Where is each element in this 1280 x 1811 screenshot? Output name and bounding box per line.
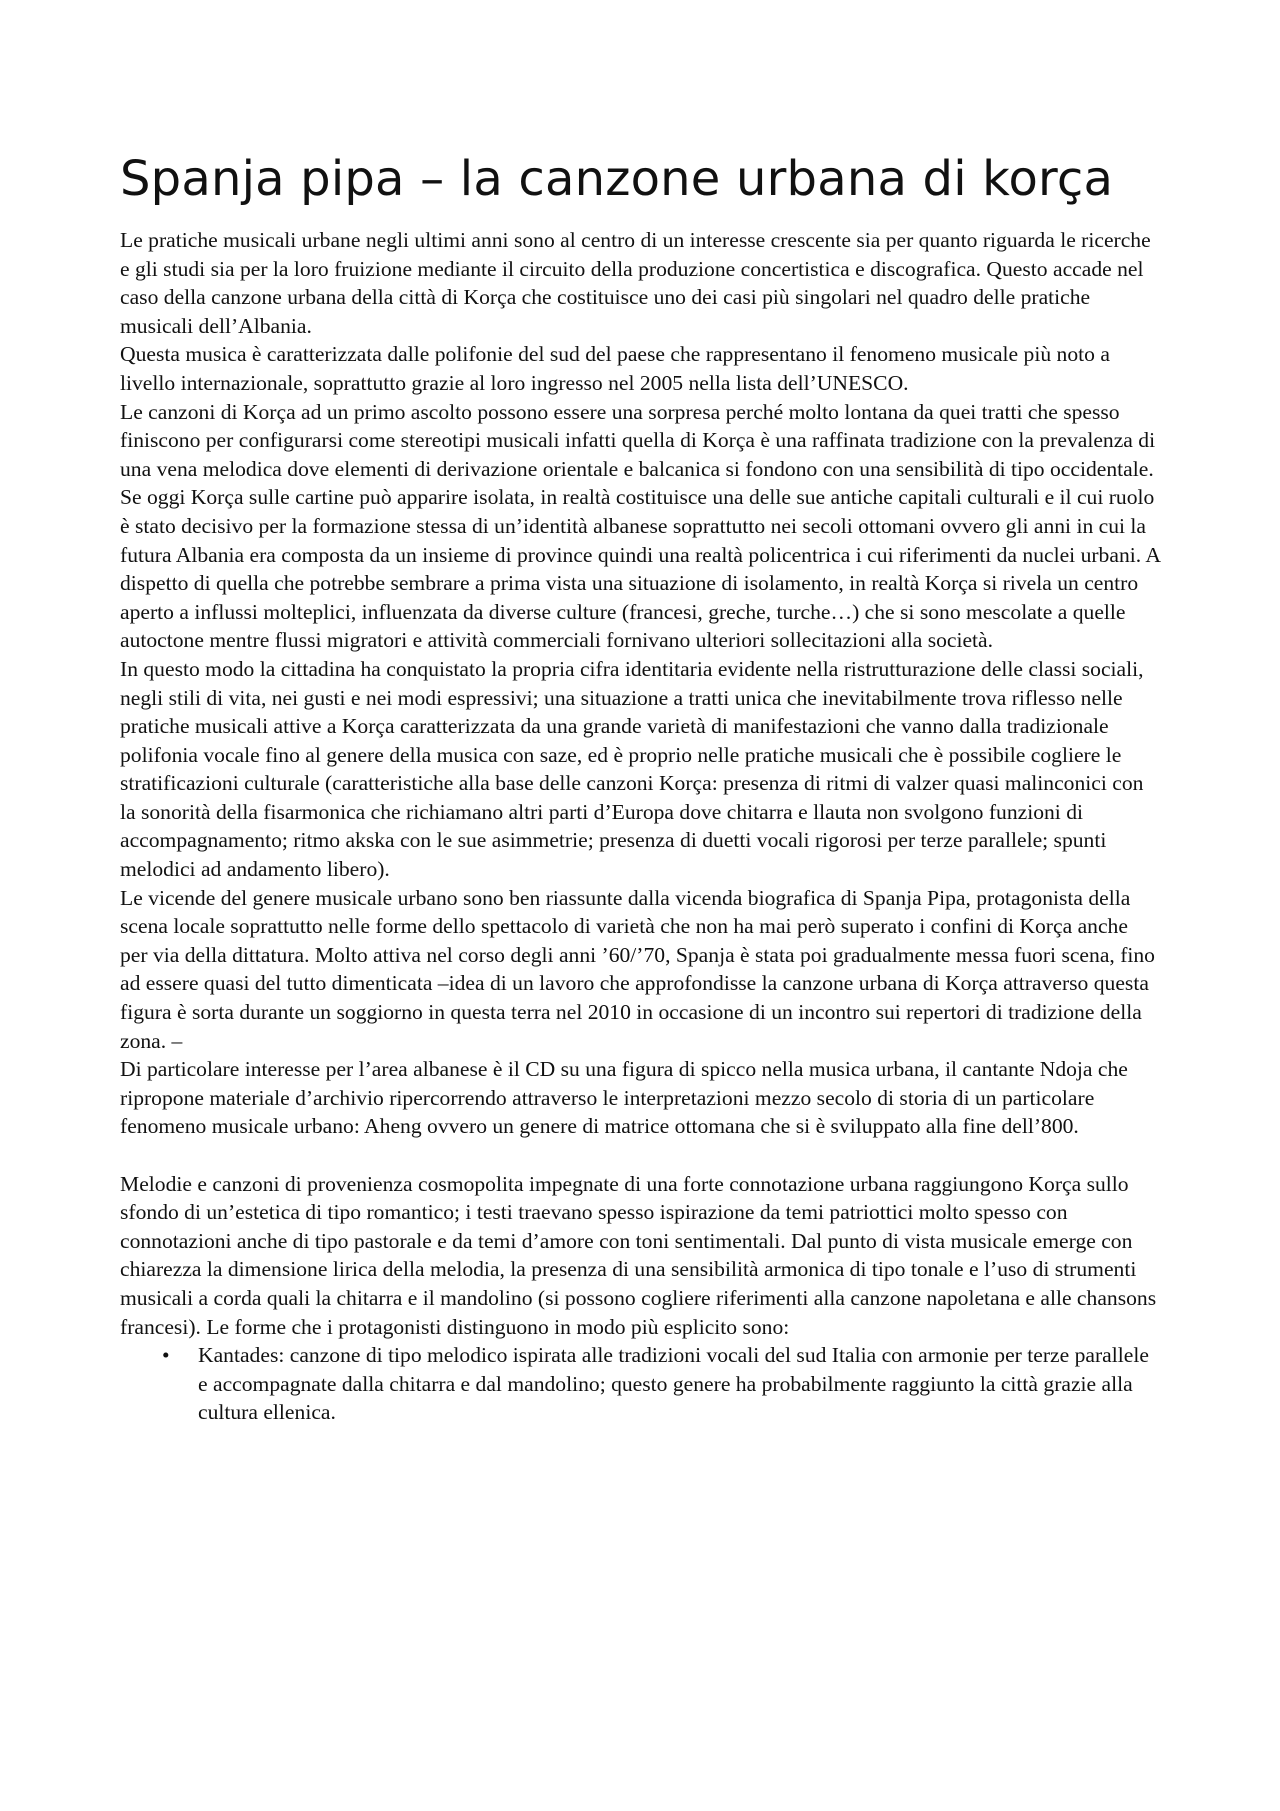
list-item-text: Kantades: canzone di tipo melodico ispirata alle tradizioni vocali del sud Italia con armonie per terze parallele e accompagnate dalla chitarra e dal mandolino; questo genere ha probabilmente raggiunto la città grazie alla cultura ellenica. [198,1343,1149,1425]
paragraph-cosmopolitan-melodies: Melodie e canzoni di provenienza cosmopolita impegnate di una forte connotazione urbana raggiungono Korça sullo sfondo di un’estetica di tipo romantico; i testi traevano spesso ispirazione da temi patriottici molto spesso con connotazioni anche di tipo pastorale e da temi d’amore con toni sentimentali. Dal punto di vista musicale emerge con chiarezza la dimensione lirica della melodia, la presenza di una sensibilità armonica di tipo tonale e l’uso di strumenti musicali a corda quali la chitarra e il mandolino (si possono cogliere riferimenti alla canzone napoletana e alle chansons francesi). Le forme che i protagonisti distinguono in modo più esplicito sono: [120,1171,1157,1339]
paragraph-polyphony: Questa musica è caratterizzata dalle polifonie del sud del paese che rappresentano il fenomeno musicale più noto a livello internazionale, soprattutto grazie al loro ingresso nel 2005 nella lista dell’UNESCO. [120,342,1110,395]
paragraph-korca-songs: Le canzoni di Korça ad un primo ascolto possono essere una sorpresa perché molto lontana da quei tratti che spesso finiscono per configurarsi come stereotipi musicali infatti quella di Korça è una raffinata tradizione con la prevalenza di una vena melodica dove elementi di derivazione orientale e balcanica si fondono con una sensibilità di tipo occidentale. Se oggi Korça sulle cartine può apparire isolata, in realtà costituisce una delle sue antiche capitali culturali e il cui ruolo è stato decisivo per la formazione stessa di un’identità albanese soprattutto nei secoli ottomani ovvero gli anni in cui la futura Albania era composta da un insieme di province quindi una realtà policentrica i cui riferimenti da nuclei urbani. A dispetto di quella che potrebbe sembrare a prima vista una situazione di isolamento, in realtà Korça si rivela un centro aperto a influssi molteplici, influenzata da diverse culture (francesi, greche, turche…) che si sono mescolate a quelle autoctone mentre flussi migratori e attività commerciali fornivano ulteriori sollecitazioni alla società. [120,399,1160,653]
paragraph-spacer [120,1141,1160,1170]
paragraph-identity: In questo modo la cittadina ha conquistato la propria cifra identitaria evidente nella ristrutturazione delle classi sociali, negli stili di vita, nei gusti e nei modi espressivi; una situazione a tratti unica che inevitabilmente trova riflesso nelle pratiche musicali attive a Korça caratterizzata da una grande varietà di manifestazioni che vanno dalla tradizionale polifonia vocale fino al genere della musica con saze, ed è proprio nelle pratiche musicali che è possibile cogliere le stratificazioni culturale (caratteristiche alla base delle canzoni Korça: presenza di ritmi di valzer quasi malinconici con la sonorità della fisarmonica che richiamano altri parti d’Europa dove chitarra e llauta non svolgono funzioni di accompagnamento; ritmo akska con le sue asimmetrie; presenza di duetti vocali rigorosi per terze parallele; spunti melodici ad andamento libero). [120,656,1144,882]
list-item-kantades [120,1341,1160,1427]
paragraph-ndoja-cd: Di particolare interesse per l’area albanese è il CD su una figura di spicco nella musica urbana, il cantante Ndoja che ripropone materiale d’archivio ripercorrendo attraverso le interpretazioni mezzo secolo di storia di un particolare fenomeno musicale urbano: Aheng ovvero un genere di matrice ottomana che si è sviluppato alla fine dell’800. [120,1057,1128,1139]
paragraph-intro: Le pratiche musicali urbane negli ultimi anni sono al centro di un interesse crescente sia per quanto riguarda le ricerche e gli studi sia per la loro fruizione mediante il circuito della produzione concertistica e discografica. Questo accade nel caso della canzone urbana della città di Korça che costituisce uno dei casi più singolari nel quadro delle pratiche musicali dell’Albania. [120,228,1151,338]
document-body [120,226,1160,1427]
document-title: Spanja pipa – la canzone urbana di korça [120,151,1114,207]
bullet-icon: • [162,1343,170,1368]
forms-list [120,1341,1160,1427]
paragraph-spanja-pipa: Le vicende del genere musicale urbano sono ben riassunte dalla vicenda biografica di Spanja Pipa, protagonista della scena locale soprattutto nelle forme dello spettacolo di varietà che non ha mai però superato i confini di Korça anche per via della dittatura. Molto attiva nel corso degli anni ’60/’70, Spanja è stata poi gradualmente messa fuori scena, fino ad essere quasi del tutto dimenticata –idea di un lavoro che approfondisse la canzone urbana di Korça attraverso questa figura è sorta durante un soggiorno in questa terra nel 2010 in occasione di un incontro sui repertori di tradizione della zona. – [120,885,1155,1053]
document-content [120,150,1160,1427]
